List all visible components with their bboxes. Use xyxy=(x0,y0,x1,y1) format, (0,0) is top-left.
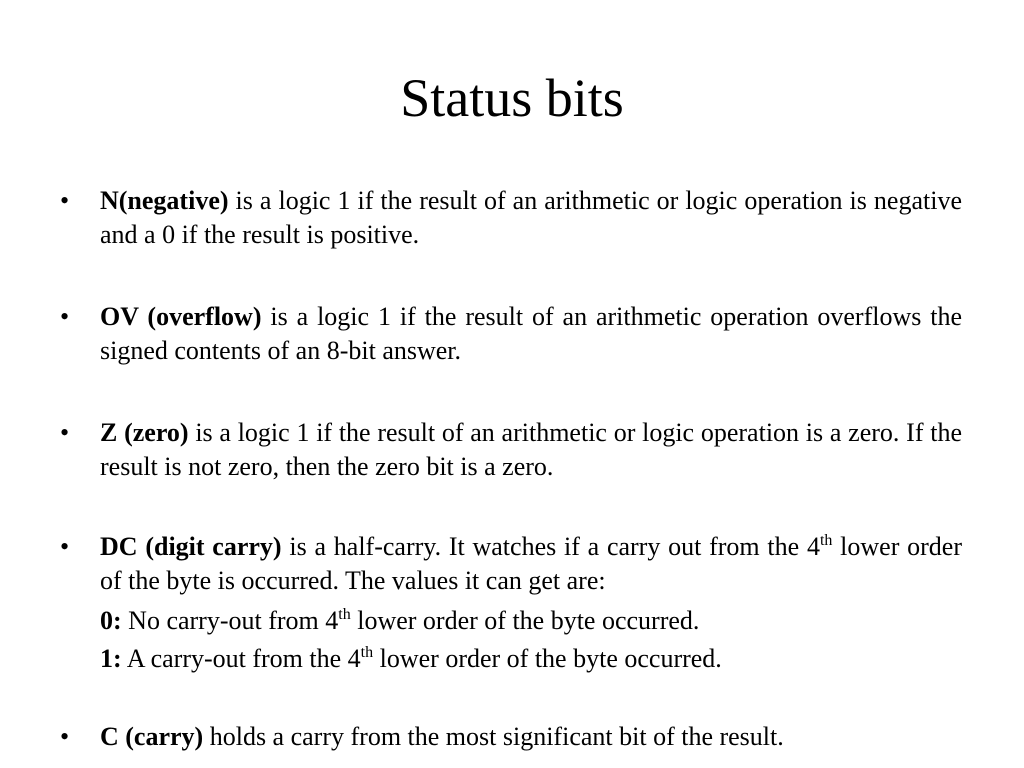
term-carry: C (carry) xyxy=(100,722,204,751)
bullet-icon: • xyxy=(60,186,70,215)
value-key-1: 1: xyxy=(100,644,122,673)
description-zero: is a logic 1 if the result of an arithmetic or logic operation is a zero. If the result is not zero, then the zero bit is a zero. xyxy=(100,418,962,481)
term-overflow: OV (overflow) xyxy=(100,302,262,331)
description-overflow: is a logic 1 if the result of an arithmetic operation overflows the signed contents of an 8-bit answer. xyxy=(100,302,963,365)
bullet-icon: • xyxy=(60,722,70,751)
bullet-item-zero xyxy=(60,416,962,484)
bullet-icon: • xyxy=(60,532,70,561)
bullet-icon: • xyxy=(60,302,70,331)
value-line-0 xyxy=(100,604,962,638)
bullet-item-overflow xyxy=(60,300,962,368)
superscript-th: th xyxy=(338,606,351,623)
description-digit-carry-part2: lower order of the byte is occurred. The values it can get are: xyxy=(100,532,962,595)
description-negative: is a logic 1 if the result of an arithmetic or logic operation is negative and a 0 if the result is positive. xyxy=(100,186,962,249)
value-key-0: 0: xyxy=(100,606,122,635)
bullet-list xyxy=(60,184,962,754)
value-line-1 xyxy=(100,642,962,676)
bullet-item-negative xyxy=(60,184,962,252)
description-digit-carry-part1: is a half-carry. It watches if a carry out from the 4 xyxy=(281,532,820,561)
value-text-1-part2: lower order of the byte occurred. xyxy=(373,644,722,673)
bullet-icon: • xyxy=(60,418,70,447)
value-text-1-part1: A carry-out from the 4 xyxy=(121,644,361,673)
bullet-item-digit-carry xyxy=(60,530,962,676)
superscript-th: th xyxy=(819,532,833,549)
superscript-th: th xyxy=(360,644,374,661)
term-negative: N(negative) xyxy=(100,186,229,215)
term-digit-carry: DC (digit carry) xyxy=(100,532,282,561)
value-text-0-part1: No carry-out from 4 xyxy=(121,606,339,635)
slide-title: Status bits xyxy=(400,68,624,128)
term-zero: Z (zero) xyxy=(100,418,189,447)
bullet-item-carry xyxy=(60,720,962,754)
description-carry: holds a carry from the most significant bit of the result. xyxy=(203,722,784,751)
value-text-0-part2: lower order of the byte occurred. xyxy=(350,606,700,635)
